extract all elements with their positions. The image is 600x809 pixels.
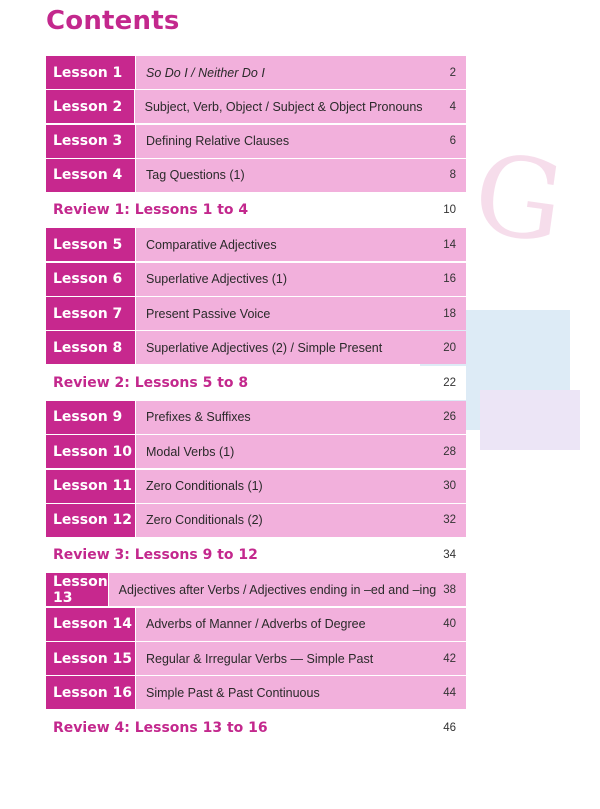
page-number: 42 <box>443 652 456 665</box>
page-number: 20 <box>443 341 456 354</box>
page-number: 16 <box>443 273 456 286</box>
lesson-label: Lesson 10 <box>46 435 136 468</box>
toc-lesson-row[interactable] <box>46 470 466 503</box>
lesson-topic: Zero Conditionals (2) <box>146 513 263 528</box>
toc-review-row[interactable] <box>46 366 466 400</box>
page-number: 4 <box>449 100 456 113</box>
toc-review-row[interactable] <box>46 193 466 227</box>
lesson-topic: Adjectives after Verbs / Adjectives ending in –ed and –ing <box>118 582 437 597</box>
toc-lesson-row[interactable] <box>46 159 466 192</box>
lesson-label: Lesson 12 <box>46 504 136 537</box>
lesson-label: Lesson 1 <box>46 56 136 89</box>
page-number: 38 <box>443 583 456 596</box>
toc-lesson-row[interactable] <box>46 90 466 123</box>
page-number: 22 <box>443 376 456 389</box>
toc-lesson-row[interactable] <box>46 125 466 158</box>
page-number: 44 <box>443 686 456 699</box>
lesson-label: Lesson 6 <box>46 263 136 296</box>
lesson-label: Lesson 8 <box>46 331 136 364</box>
review-label: Review 4: Lessons 13 to 16 <box>53 719 268 736</box>
lesson-topic: Present Passive Voice <box>146 306 271 321</box>
lesson-label: Lesson 14 <box>46 608 136 641</box>
toc-lesson-row[interactable] <box>46 608 466 641</box>
lesson-topic: Superlative Adjectives (2) / Simple Present <box>146 340 383 355</box>
lesson-topic: Superlative Adjectives (1) <box>146 272 288 287</box>
lesson-topic: Regular & Irregular Verbs — Simple Past <box>146 651 374 666</box>
lesson-topic: Zero Conditionals (1) <box>146 479 263 494</box>
review-label: Review 3: Lessons 9 to 12 <box>53 547 258 564</box>
lesson-label: Lesson 11 <box>46 470 136 503</box>
toc-lesson-row[interactable] <box>46 504 466 537</box>
page-number: 6 <box>449 135 456 148</box>
review-label: Review 1: Lessons 1 to 4 <box>53 202 249 219</box>
page-number: 32 <box>443 514 456 527</box>
lesson-topic: Prefixes & Suffixes <box>146 410 251 425</box>
toc-review-row[interactable] <box>46 538 466 572</box>
review-label: Review 2: Lessons 5 to 8 <box>53 374 249 391</box>
lesson-label: Lesson 3 <box>46 125 136 158</box>
page-number: 28 <box>443 445 456 458</box>
toc-lesson-row[interactable] <box>46 642 466 675</box>
page-number: 26 <box>443 411 456 424</box>
page-number: 8 <box>449 169 456 182</box>
lesson-label: Lesson 4 <box>46 159 136 192</box>
toc-lesson-row[interactable] <box>46 435 466 468</box>
lesson-topic: Tag Questions (1) <box>146 168 245 183</box>
page-number: 2 <box>449 66 456 79</box>
page-number: 34 <box>443 549 456 562</box>
toc-lesson-row[interactable] <box>46 573 466 606</box>
lesson-topic: Comparative Adjectives <box>146 237 277 252</box>
toc-lesson-row[interactable] <box>46 676 466 709</box>
lesson-topic: So Do I / Neither Do I <box>146 65 265 80</box>
page-number: 40 <box>443 618 456 631</box>
lesson-label: Lesson 9 <box>46 401 136 434</box>
page-number: 10 <box>443 204 456 217</box>
lesson-topic: Simple Past & Past Continuous <box>146 685 320 700</box>
svg-text:G: G <box>466 128 572 268</box>
lesson-label: Lesson 7 <box>46 297 136 330</box>
toc-lesson-row[interactable] <box>46 297 466 330</box>
toc-review-row[interactable] <box>46 711 466 745</box>
page-number: 14 <box>443 238 456 251</box>
page-number: 46 <box>443 721 456 734</box>
toc-lesson-row[interactable] <box>46 263 466 296</box>
lesson-topic: Defining Relative Clauses <box>146 134 290 149</box>
lesson-label: Lesson 15 <box>46 642 136 675</box>
lesson-label: Lesson 16 <box>46 676 136 709</box>
toc-lesson-row[interactable] <box>46 56 466 89</box>
toc-lesson-row[interactable] <box>46 401 466 434</box>
lesson-topic: Modal Verbs (1) <box>146 444 235 459</box>
lesson-label: Lesson 5 <box>46 228 136 261</box>
lesson-label: Lesson 13 <box>46 573 109 606</box>
toc-lesson-row[interactable] <box>46 228 466 261</box>
page-number: 30 <box>443 480 456 493</box>
page-number: 18 <box>443 307 456 320</box>
lesson-label: Lesson 2 <box>46 90 135 123</box>
toc-lesson-row[interactable] <box>46 331 466 364</box>
lesson-topic: Adverbs of Manner / Adverbs of Degree <box>146 617 366 632</box>
page-title: Contents <box>46 6 180 36</box>
table-of-contents <box>46 56 466 746</box>
lesson-topic: Subject, Verb, Object / Subject & Object Pronouns <box>144 99 423 114</box>
